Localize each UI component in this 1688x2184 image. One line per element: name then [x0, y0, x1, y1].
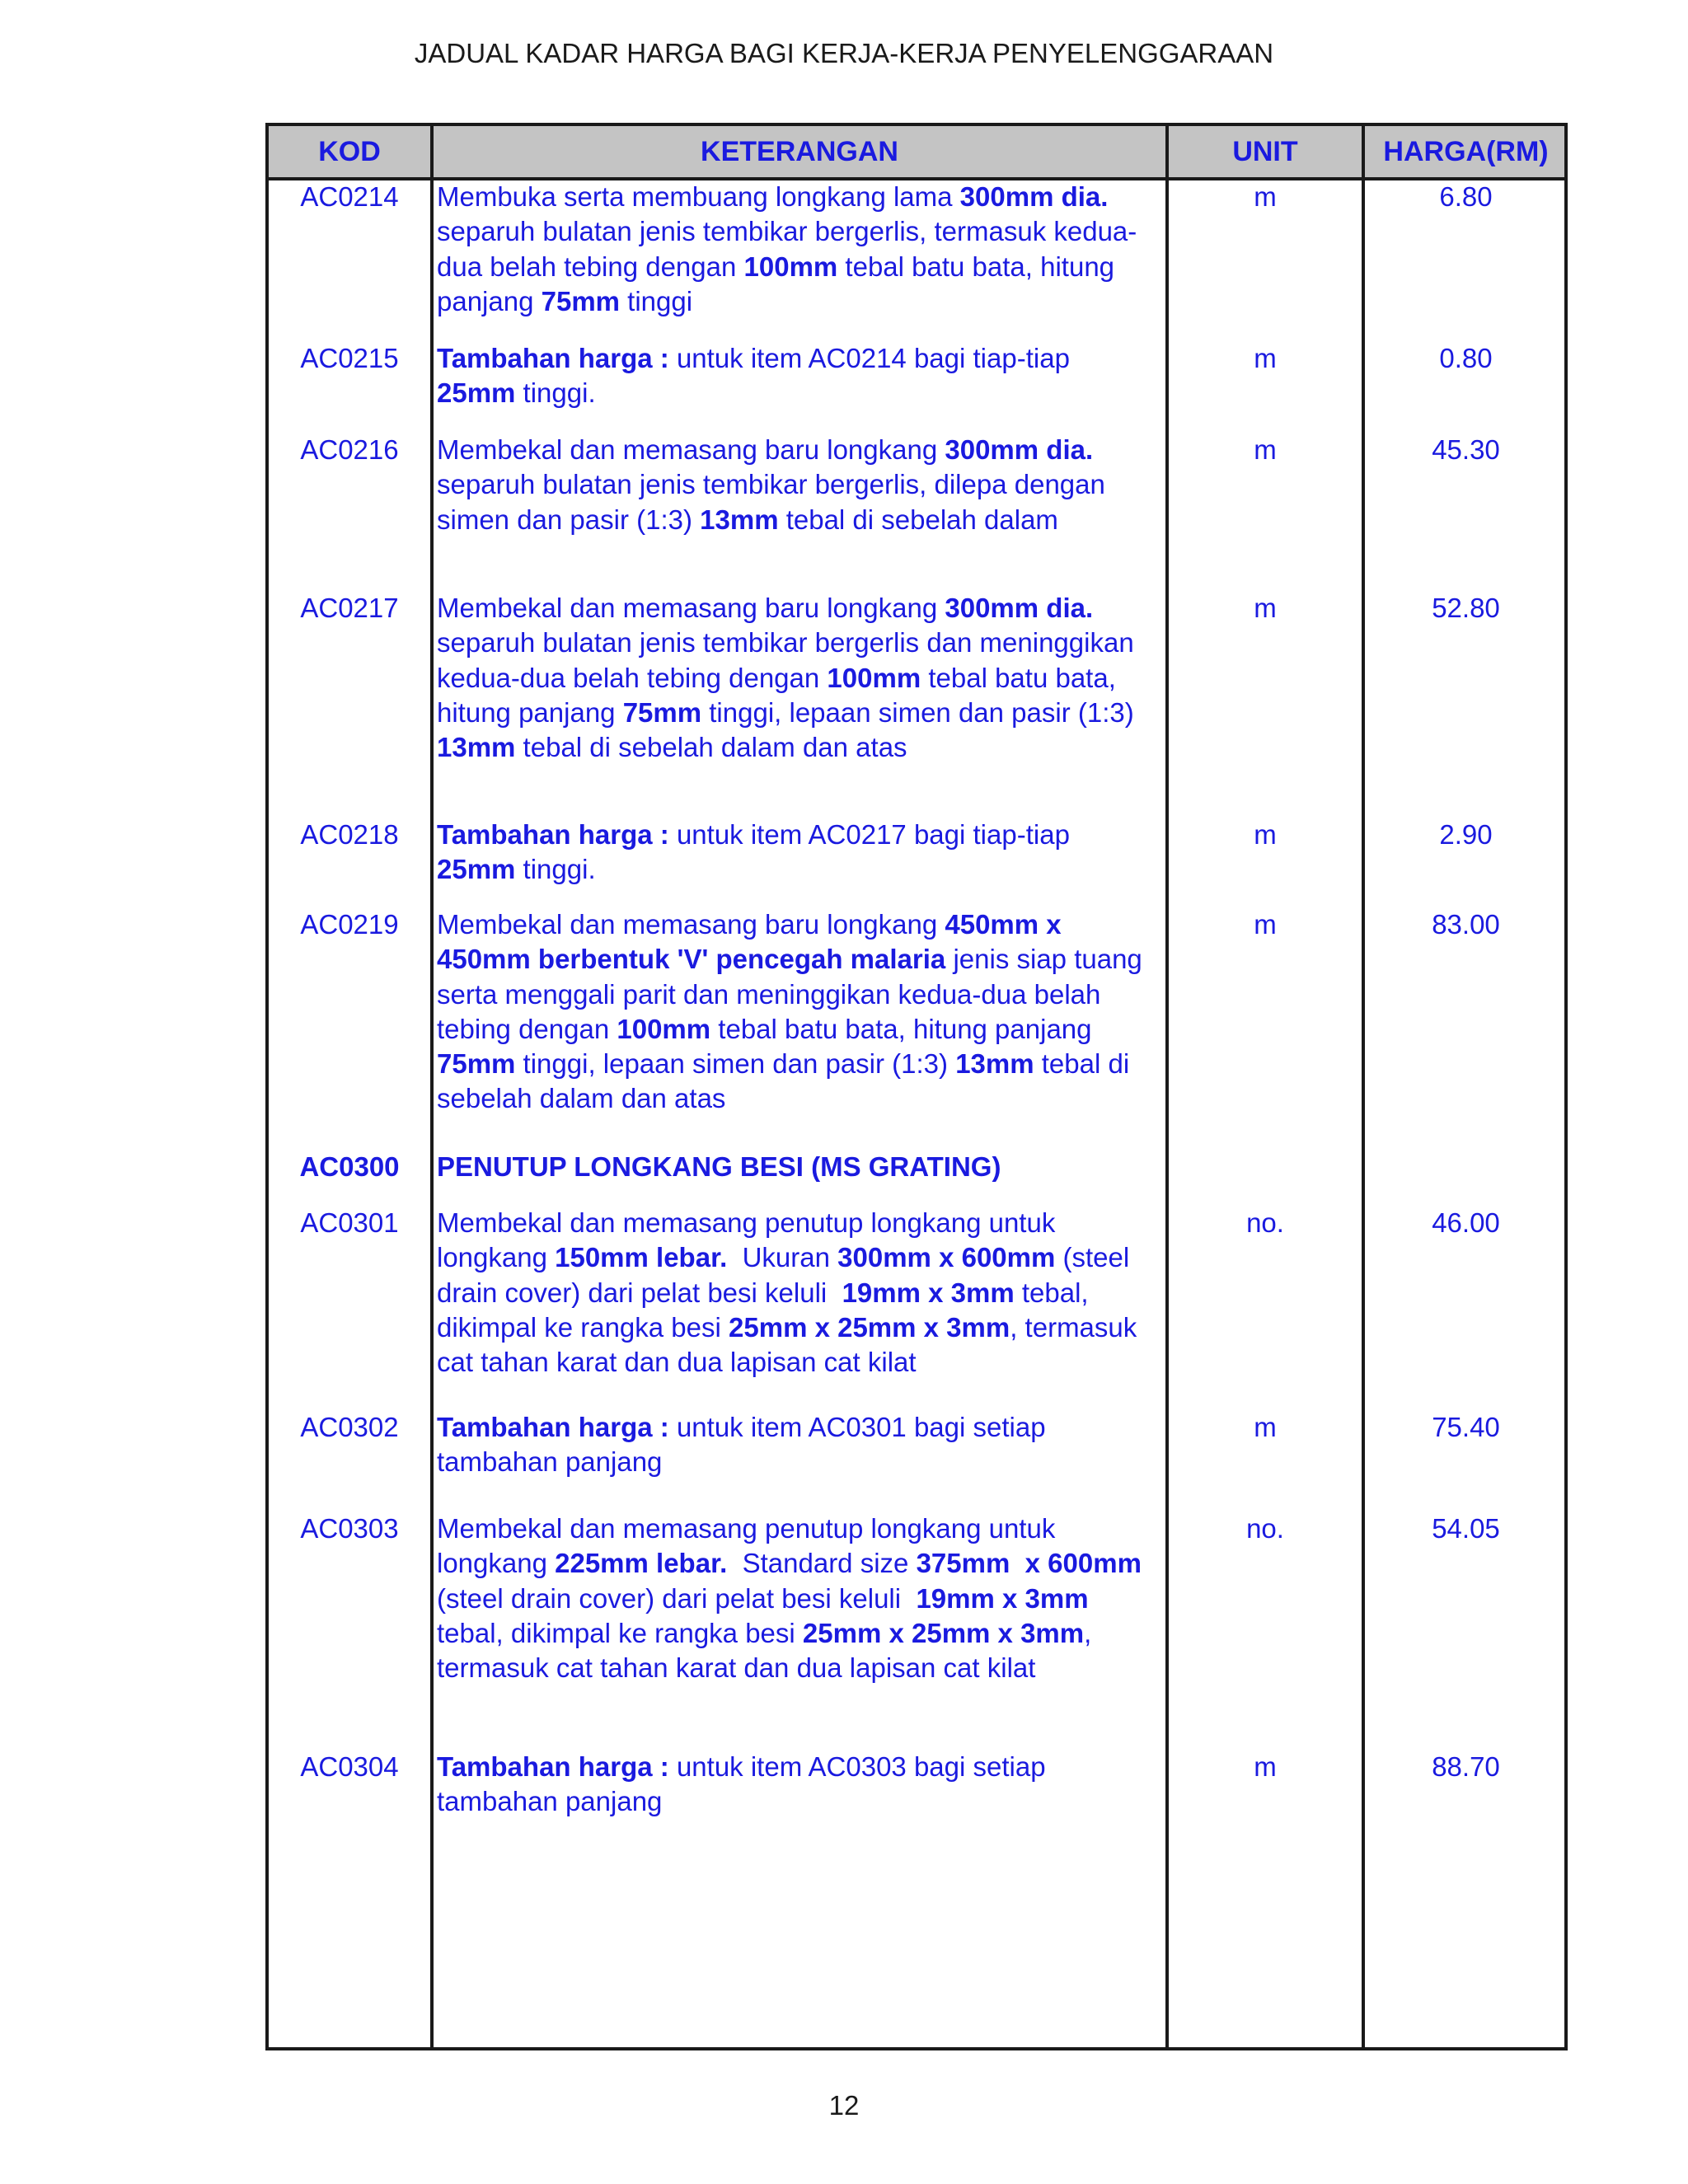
description-text: longkang: [437, 1242, 556, 1273]
description-line: [437, 376, 1014, 410]
description-bold-text: 300mm dia.: [959, 181, 1109, 212]
description-bold-text: 25mm x 25mm x 3mm: [729, 1311, 1010, 1343]
description-text: hitung panjang: [437, 696, 623, 728]
description-text: ,: [1084, 1617, 1092, 1648]
description-text: termasuk cat tahan karat dan dua lapisan cat kilat: [437, 1652, 1036, 1684]
price-table: [265, 123, 1568, 2050]
table-header: [269, 126, 1564, 180]
item-price: 46.00: [1432, 1207, 1500, 1238]
description-line: [437, 1616, 1092, 1651]
description-text: panjang: [437, 285, 542, 316]
description-line: [437, 818, 1070, 852]
description-text: tebal di sebelah dalam dan atas: [515, 732, 907, 763]
description-text: Membuka serta membuang longkang lama: [437, 181, 960, 212]
description-text: PENUTUP LONGKANG BESI (MS GRATING): [437, 1151, 1001, 1182]
item-description: [434, 1150, 1014, 1184]
item-code: AC0302: [300, 1412, 399, 1442]
item-price: 45.30: [1432, 434, 1500, 465]
description-text: Membekal dan memasang penutup longkang untuk: [437, 1513, 1056, 1544]
description-line: [437, 977, 1101, 1012]
item-price: 0.80: [1439, 343, 1493, 373]
description-line: [437, 907, 1062, 942]
item-code: AC0216: [300, 434, 399, 465]
description-text: tebal batu bata, hitung: [837, 251, 1115, 282]
description-text: drain cover) dari pelat besi keluli: [437, 1277, 842, 1308]
item-code: AC0301: [300, 1207, 399, 1238]
description-line: [437, 1651, 1036, 1685]
description-text: Ukuran: [727, 1242, 838, 1273]
description-line: [437, 1240, 1130, 1275]
description-line: [437, 626, 1134, 660]
description-text: Membekal dan memasang penutup longkang untuk: [437, 1207, 1056, 1238]
description-text: cat tahan karat dan dua lapisan cat kilat: [437, 1347, 917, 1378]
description-line: [437, 467, 1105, 502]
item-unit: m: [1254, 1412, 1277, 1442]
description-text: serta menggali parit dan meninggikan kedua-dua belah: [437, 978, 1101, 1010]
item-unit: m: [1254, 593, 1277, 623]
page-number: 12: [828, 2090, 860, 2121]
item-description: [434, 1206, 1137, 1380]
description-line: [437, 250, 1115, 284]
item-description: [434, 1750, 1046, 1820]
item-description: [434, 591, 1134, 765]
item-price: 6.80: [1439, 181, 1493, 212]
item-price: 88.70: [1432, 1751, 1500, 1782]
item-unit: m: [1254, 1751, 1277, 1782]
description-line: [437, 1750, 1046, 1784]
description-line: [437, 214, 1137, 249]
description-line: [437, 852, 1014, 887]
item-price: 83.00: [1432, 909, 1500, 940]
description-bold-text: Tambahan harga :: [437, 819, 669, 850]
description-bold-text: 19mm x 3mm: [842, 1277, 1015, 1308]
description-bold-text: 300mm dia.: [945, 434, 1094, 465]
description-line: [437, 661, 1116, 696]
description-text: longkang: [437, 1548, 556, 1579]
header-kod: KOD: [318, 136, 381, 167]
description-bold-text: 75mm: [541, 285, 621, 316]
item-description: [434, 341, 1070, 411]
description-line: [437, 1150, 1014, 1184]
description-text: untuk item AC0217 bagi tiap-tiap: [668, 819, 1070, 850]
description-text: dua belah tebing dengan: [437, 251, 744, 282]
description-text: Membekal dan memasang baru longkang: [437, 434, 945, 465]
header-keterangan: KETERANGAN: [701, 136, 898, 167]
description-line: [437, 1047, 1130, 1081]
description-text: tinggi.: [515, 377, 596, 409]
item-price: 54.05: [1432, 1513, 1500, 1544]
description-bold-text: 13mm: [700, 504, 779, 535]
description-bold-text: 150mm lebar.: [555, 1242, 728, 1273]
description-line: [437, 1206, 1056, 1240]
item-unit: m: [1254, 181, 1277, 212]
description-bold-text: 75mm: [437, 1048, 516, 1080]
item-unit: m: [1254, 819, 1277, 850]
item-description: [434, 433, 1105, 537]
item-code: AC0304: [300, 1751, 399, 1782]
item-unit: no.: [1246, 1513, 1284, 1544]
description-bold-text: 375mm x 600mm: [916, 1548, 1142, 1579]
item-unit: m: [1254, 434, 1277, 465]
description-text: sebelah dalam dan atas: [437, 1083, 726, 1114]
description-text: tinggi, lepaan simen dan pasir (1:3): [515, 1048, 956, 1080]
description-text: Standard size: [727, 1548, 917, 1579]
description-bold-text: 100mm: [827, 662, 921, 693]
item-unit: no.: [1246, 1207, 1284, 1238]
description-line: [437, 1012, 1092, 1047]
description-text: kedua-dua belah tebing dengan: [437, 662, 828, 693]
description-bold-text: Tambahan harga :: [437, 1751, 669, 1782]
description-bold-text: 100mm: [743, 251, 838, 282]
item-description: [434, 1410, 1046, 1480]
description-bold-text: 75mm: [622, 696, 702, 728]
description-text: tebal di sebelah dalam: [778, 504, 1058, 535]
description-text: Membekal dan memasang baru longkang: [437, 593, 945, 623]
item-price: 75.40: [1432, 1412, 1500, 1442]
description-line: [437, 942, 1142, 977]
description-line: [437, 1445, 1014, 1479]
description-line: [437, 696, 1134, 730]
description-text: untuk item AC0214 bagi tiap-tiap: [668, 343, 1070, 373]
item-code: AC0214: [300, 181, 399, 212]
description-line: [437, 730, 1014, 765]
description-text: tinggi.: [515, 854, 596, 885]
description-line: [437, 503, 1058, 537]
description-line: [437, 1511, 1056, 1546]
header-harga: HARGA(RM): [1383, 136, 1549, 167]
description-bold-text: 300mm x 600mm: [837, 1242, 1056, 1273]
description-text: tinggi, lepaan simen dan pasir (1:3): [701, 696, 1134, 728]
description-text: tebal,: [1014, 1277, 1089, 1308]
item-description: [434, 180, 1137, 319]
description-line: [437, 1276, 1089, 1310]
description-text: Membekal dan memasang baru longkang: [437, 909, 945, 940]
description-bold-text: Tambahan harga :: [437, 343, 669, 373]
description-text: (steel drain cover) dari pelat besi keluli: [437, 1582, 917, 1614]
description-text: tebal batu bata,: [921, 662, 1116, 693]
description-line: [437, 180, 1109, 214]
item-code: AC0215: [300, 343, 399, 373]
description-bold-text: 19mm x 3mm: [916, 1582, 1089, 1614]
description-bold-text: 450mm berbentuk 'V' pencegah malaria: [437, 944, 946, 975]
item-unit: m: [1254, 909, 1277, 940]
header-unit: UNIT: [1232, 136, 1298, 167]
description-line: [437, 1310, 1137, 1345]
item-code: AC0300: [299, 1151, 400, 1182]
description-line: [437, 433, 1094, 467]
description-text: tebing dengan: [437, 1013, 617, 1044]
description-bold-text: 300mm dia.: [945, 593, 1094, 623]
description-text: separuh bulatan jenis tembikar bergerlis, termasuk kedua-: [437, 216, 1137, 247]
description-bold-text: 450mm x: [945, 909, 1062, 940]
page-title: JADUAL KADAR HARGA BAGI KERJA-KERJA PENYELENGGARAAN: [414, 38, 1274, 68]
description-line: [437, 284, 1014, 319]
description-bold-text: 100mm: [617, 1013, 711, 1044]
description-line: [437, 1081, 1014, 1116]
description-line: [437, 1546, 1142, 1581]
item-price: 52.80: [1432, 593, 1500, 623]
description-bold-text: 13mm: [955, 1048, 1034, 1080]
description-text: simen dan pasir (1:3): [437, 504, 701, 535]
item-description: [434, 907, 1142, 1117]
description-line: [437, 591, 1094, 626]
item-price: 2.90: [1439, 819, 1493, 850]
description-line: [437, 1345, 1014, 1380]
description-text: tebal, dikimpal ke rangka besi: [437, 1617, 803, 1648]
description-text: tebal di: [1034, 1048, 1130, 1080]
item-code: AC0217: [300, 593, 399, 623]
description-text: tinggi: [620, 285, 693, 316]
description-text: (steel: [1055, 1242, 1130, 1273]
description-bold-text: 25mm: [437, 377, 516, 409]
description-line: [437, 1784, 1014, 1819]
description-text: untuk item AC0303 bagi setiap: [668, 1751, 1046, 1782]
item-unit: m: [1254, 343, 1277, 373]
item-code: AC0303: [300, 1513, 399, 1544]
description-text: tambahan panjang: [437, 1446, 663, 1478]
description-bold-text: 25mm: [437, 854, 516, 885]
item-code: AC0218: [300, 819, 399, 850]
description-text: tebal batu bata, hitung panjang: [710, 1013, 1092, 1044]
item-code: AC0219: [300, 909, 399, 940]
description-text: tambahan panjang: [437, 1786, 663, 1817]
description-bold-text: 25mm x 25mm x 3mm: [802, 1617, 1085, 1648]
description-line: [437, 341, 1070, 376]
item-description: [434, 1511, 1142, 1685]
description-bold-text: 13mm: [437, 732, 516, 763]
description-text: separuh bulatan jenis tembikar bergerlis dan meninggikan: [437, 627, 1134, 658]
description-line: [437, 1582, 1089, 1616]
description-text: dikimpal ke rangka besi: [437, 1311, 729, 1343]
description-bold-text: Tambahan harga :: [437, 1412, 669, 1442]
description-text: separuh bulatan jenis tembikar bergerlis, dilepa dengan: [437, 469, 1105, 500]
description-line: [437, 1410, 1046, 1445]
description-text: , termasuk: [1010, 1311, 1137, 1343]
description-text: jenis siap tuang: [945, 944, 1142, 975]
item-description: [434, 818, 1070, 888]
description-bold-text: 225mm lebar.: [555, 1548, 728, 1579]
description-text: untuk item AC0301 bagi setiap: [668, 1412, 1046, 1442]
